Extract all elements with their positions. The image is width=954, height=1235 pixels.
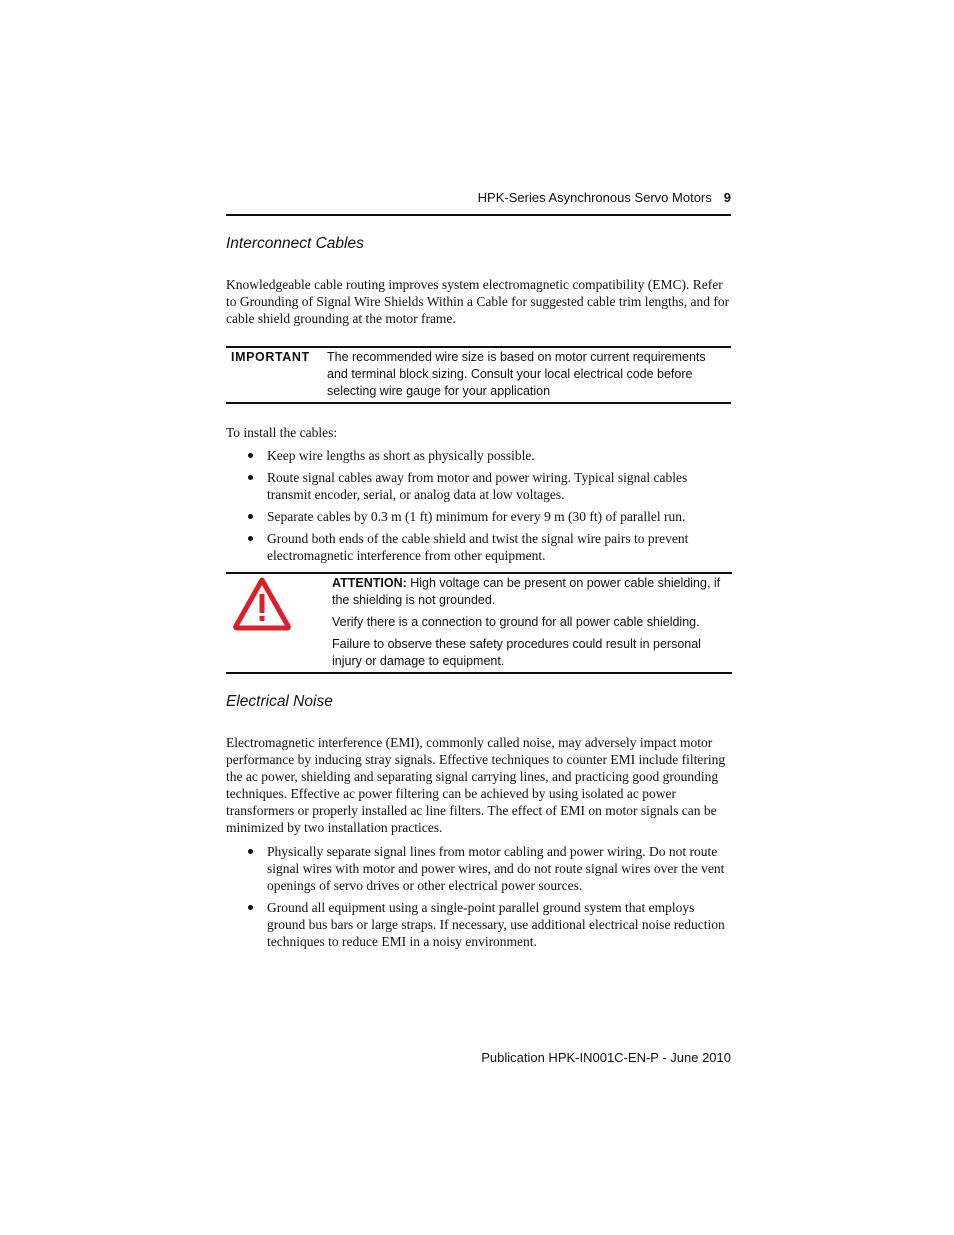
- warning-triangle-icon: [233, 577, 291, 631]
- attention-warning: ATTENTION: High voltage can be present on power cable shielding, if the shielding is not grounded.: [332, 576, 721, 607]
- important-label: IMPORTANT: [231, 350, 310, 364]
- list-item: Physically separate signal lines from motor cabling and power wiring. Do not route signal wires with motor and power wires, and do not route signal wires over the vent openings of servo drives or other electrical power sources.: [226, 843, 731, 894]
- important-box-top-rule: [226, 346, 731, 348]
- bullet-icon: [248, 905, 253, 910]
- attention-message: [332, 575, 727, 675]
- list-item: Ground all equipment using a single-point parallel ground system that employs ground bus bars or large straps. If necessary, use additional electrical noise reduction techniques to reduce EMI in a noisy environment.: [226, 899, 731, 950]
- list-item: Route signal cables away from motor and power wiring. Typical signal cables transmit encoder, serial, or analog data at low voltages.: [226, 469, 731, 503]
- section-title-electrical-noise: Electrical Noise: [226, 693, 333, 710]
- attention-label: ATTENTION:: [332, 576, 407, 590]
- important-box-bottom-rule: [226, 402, 731, 404]
- bullet-icon: [248, 453, 253, 458]
- section-title-interconnect-cables: Interconnect Cables: [226, 235, 364, 252]
- install-lead: To install the cables:: [226, 425, 338, 440]
- important-text: The recommended wire size is based on motor current requirements and terminal block sizing. Consult your local electrical code before selecting wire gauge for your application: [327, 350, 706, 398]
- bullet-icon: [248, 536, 253, 541]
- bullet-icon: [248, 849, 253, 854]
- install-list: [226, 447, 731, 569]
- attention-box-top-rule: [226, 572, 732, 574]
- bullet-icon: [248, 514, 253, 519]
- list-item: Keep wire lengths as short as physically possible.: [226, 447, 731, 464]
- electrical-noise-intro-paragraph: Electromagnetic interference (EMI), commonly called noise, may adversely impact motor performance by inducing stray signals. Effective techniques to counter EMI include filtering the ac power, shielding and separating signal carrying lines, and practicing good grounding techniques. Effective ac power filtering can be achieved by using isolated ac power transformers or properly installed ac line filters. The effect of EMI on motor signals can be minimized by two installation practices.: [226, 735, 726, 835]
- bullet-icon: [248, 475, 253, 480]
- header-rule: [226, 214, 731, 216]
- list-item: Separate cables by 0.3 m (1 ft) minimum for every 9 m (30 ft) of parallel run.: [226, 508, 731, 525]
- page-header: [226, 190, 731, 210]
- publication-footer: Publication HPK-IN001C-EN-P - June 2010: [481, 1050, 731, 1065]
- header-title: HPK-Series Asynchronous Servo Motors: [477, 190, 712, 205]
- noise-list: [226, 843, 731, 955]
- attention-consequence-text: Failure to observe these safety procedures could result in personal injury or damage to equipment.: [332, 637, 701, 668]
- interconnect-intro-paragraph: Knowledgeable cable routing improves system electromagnetic compatibility (EMC). Refer to Grounding of Signal Wire Shields Within a Cable for suggested cable trim lengths, and for cable shield grounding at the motor frame.: [226, 277, 730, 326]
- attention-box-bottom-rule: [226, 672, 732, 674]
- attention-verify-text: Verify there is a connection to ground for all power cable shielding.: [332, 615, 700, 629]
- page-number: 9: [723, 190, 731, 205]
- list-item: Ground both ends of the cable shield and twist the signal wire pairs to prevent electromagnetic interference from other equipment.: [226, 530, 731, 564]
